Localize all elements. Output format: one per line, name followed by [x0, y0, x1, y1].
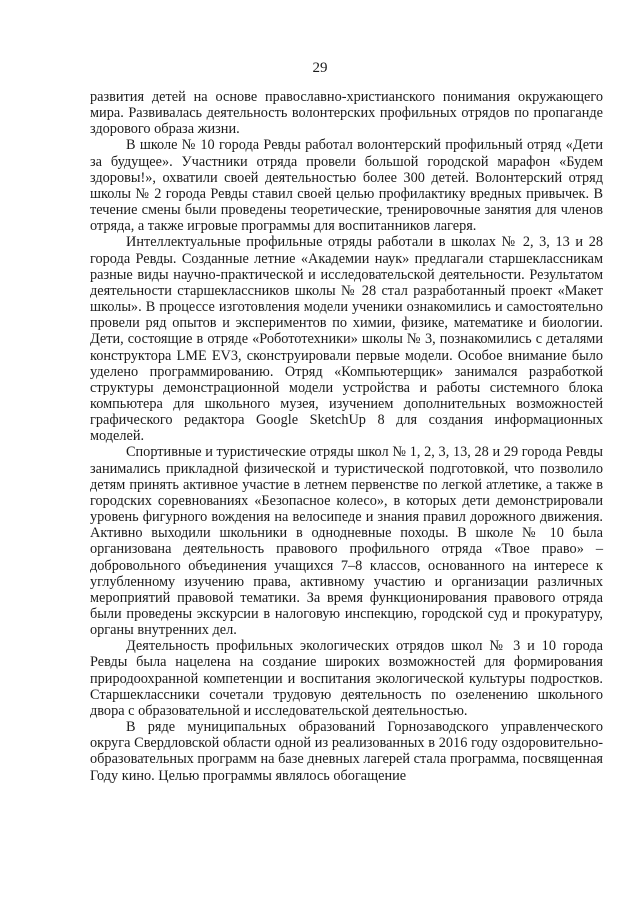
paragraph-continuation: развития детей на основе православно-христианского понимания окружающего мира. Развивалась деятельность волонтерских профильных отрядов по пропаганде здорового образа жизни.: [90, 89, 603, 138]
paragraph-volunteer-detachments: В школе № 10 города Ревды работал волонтерский профильный отряд «Дети за будущее». Участники отряда провели большой городской марафон «Будем здоровы!», охватили своей деятельностью более 300 детей. Волонтерский отряд школы № 2 города Ревды ставил своей целью профилактику вредных привычек. В течение смены были проведены теоретические, тренировочные занятия для членов отряда, а также игровые программы для воспитанников лагеря.: [90, 137, 603, 235]
body-text: [90, 89, 603, 784]
page-number: 29: [312, 60, 328, 76]
paragraph-film-year-program: В ряде муниципальных образований Горнозаводского управленческого округа Свердловской области одной из реализованных в 2016 году оздоровительно-образовательных программ на базе дневных лагерей стала программа, посвященная Году кино. Целью программы являлось обогащение: [90, 719, 603, 784]
paragraph-sports-tourist-detachments: Спортивные и туристические отряды школ № 1, 2, 3, 13, 28 и 29 города Ревды занимались прикладной физической и туристической подготовкой, что позволило детям принять активное участие в летнем первенстве по легкой атлетике, а также в городских соревнованиях «Безопасное колесо», в которых дети демонстрировали уровень фигурного вождения на велосипеде и знания правил дорожного движения. Активно выходили школьники в однодневные походы. В школе № 10 была организована деятельность правового профильного отряда «Твое право» – добровольного объединения учащихся 7–8 классов, основанного на интересе к углубленному изучению права, активному участию и организации различных мероприятий правовой тематики. За время функционирования правового отряда были проведены экскурсии в налоговую инспекцию, городской суд и прокуратуру, органы внутренних дел.: [90, 444, 603, 639]
paragraph-ecological-detachments: Деятельность профильных экологических отрядов школ № 3 и 10 города Ревды была нацелена на создание широких возможностей для формирования природоохранной компетенции и воспитания экологической культуры подростков. Старшеклассники сочетали трудовую деятельность по озеленению школьного двора с образовательной и исследовательской деятельностью.: [90, 638, 603, 719]
paragraph-intellectual-detachments: Интеллектуальные профильные отряды работали в школах № 2, 3, 13 и 28 города Ревды. Созданные летние «Академии наук» предлагали старшеклассникам разные виды научно-практической и исследовательской деятельности. Результатом деятельности старшеклассников школы № 28 стал разработанный проект «Макет школы». В процессе изготовления модели ученики ознакомились и самостоятельно провели ряд опытов и экспериментов по химии, физике, математике и биологии. Дети, состоящие в отряде «Робототехники» школы № 3, познакомились с деталями конструктора LME EV3, сконструировали первые модели. Особое внимание было уделено программированию. Отряд «Компьютерщик» занимался разработкой структуры демонстрационной модели устройства и работы системного блока компьютера для школьного музея, изучением дополнительных возможностей графического редактора Google SketchUp 8 для создания информационных моделей.: [90, 234, 603, 445]
